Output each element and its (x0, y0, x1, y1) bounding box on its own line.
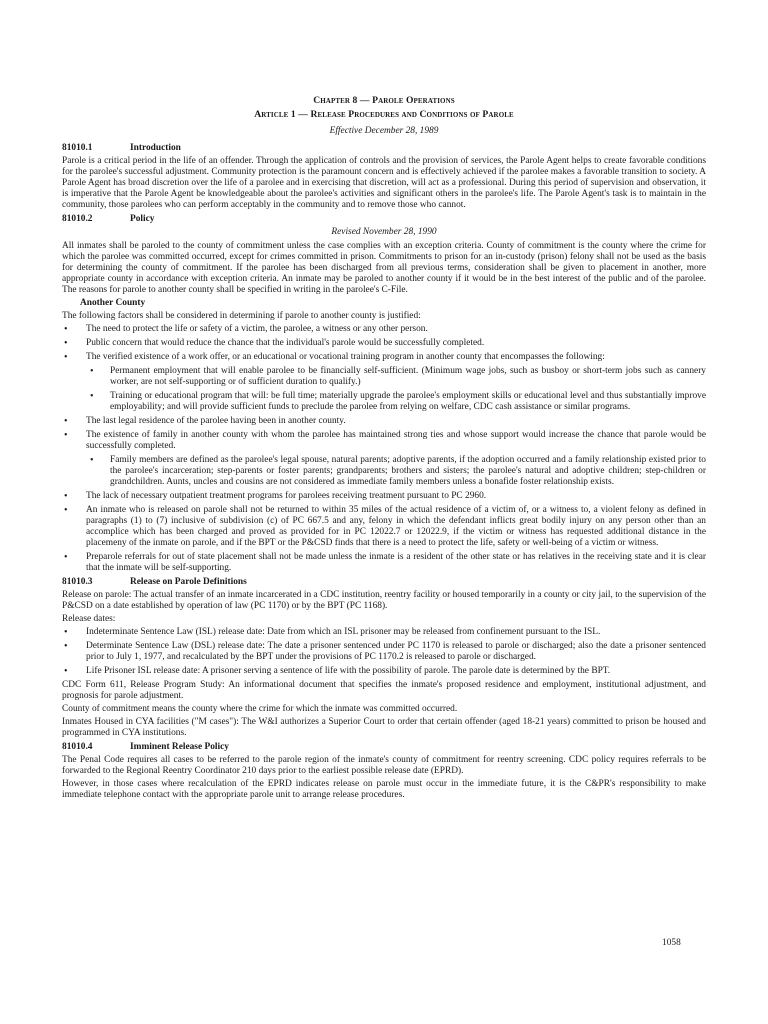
introduction-paragraph: Parole is a critical period in the life of an offender. Through the application of controls and the provision of services, the Parole Agent helps to create favorable conditions for the parolee's successful adjustment. Community protection is the paramount concern and is effectively achieved if the parolee makes a favorable transition to society. A Parole Agent has broad discretion over the life of a parolee and in exercising that discretion, will act as a professional. During this period of supervision and observation, it is imperative that the Parole Agent be knowledgeable about the parolee's activities and significant others in the parolee's life. The Parole Agent's task is to maintain in the community, those parolees who can perform acceptably in the community and to remove those who cannot. (62, 156, 706, 210)
imminent-release-paragraph-1: The Penal Code requires all cases to be referred to the parole region of the inmate's county of commitment for reentry screening. CDC policy requires referrals to be forwarded to the Regional Reentry Coordinator 210 days prior to the earliest possible release date (EPRD). (62, 755, 706, 776)
list-item (62, 641, 706, 663)
list-item-text: The last legal residence of the parolee having been in another county. (86, 416, 346, 426)
policy-paragraph: All inmates shall be paroled to the county of commitment unless the case complies with an exception criteria. County of commitment is the county where the crime for which the parolee was committed occurred, except for crimes committed in prison. Commitments to prison for an in-custody (prison) felony shall not be used as the basis for determining the county of commitment. If the parolee has been discharged from all previous terms, consideration shall be given to placement in another, more appropriate county in accordance with exception criteria. An inmate may be paroled to another county if it would be in the best interest of the public and of the parolee. The reasons for parole to another county shall be specified in writing in the parolee's C-File. (62, 241, 706, 295)
release-dates-list (62, 627, 706, 677)
imminent-release-paragraph-2: However, in those cases where recalculation of the EPRD indicates release on parole must occur in the immediate future, it is the C&PR's responsibility to make immediate telephone contact with the appropriate parole unit to arrange release procedures. (62, 779, 706, 800)
section-heading-81010-1 (62, 143, 706, 154)
list-item-text: Training or educational program that will: be full time; materially upgrade the parolee's employment skills or educational level and thus substantially improve employability; and will provide sufficient funds to preclude the parolee from relying on welfare, CDC cash assistance or similar programs. (110, 391, 706, 412)
list-item-text: Public concern that would reduce the chance that the individual's parole would be successfully completed. (86, 338, 485, 348)
section-number: 81010.4 (62, 742, 93, 752)
section-number: 81010.1 (62, 143, 93, 153)
list-item (62, 324, 706, 335)
section-number: 81010.3 (62, 577, 93, 587)
list-item-text: The verified existence of a work offer, or an educational or vocational training program in another county that encompasses the following: (86, 352, 605, 362)
family-sublist (86, 455, 706, 488)
section-heading-81010-2 (62, 214, 706, 225)
section-title: Release on Parole Definitions (130, 577, 247, 587)
chapter-heading: Chapter 8 — Parole Operations (313, 95, 455, 106)
list-item (62, 430, 706, 488)
section-heading-81010-4 (62, 742, 706, 753)
list-item-text: Life Prisoner ISL release date: A prisoner serving a sentence of life with the possibility of parole. The parole date is determined by the BPT. (86, 666, 611, 676)
cdc-form-definition: CDC Form 611, Release Program Study: An informational document that specifies the inmate's proposed residence and employment, institutional adjustment, and prognosis for parole adjustment. (62, 680, 706, 701)
another-county-heading: Another County (80, 298, 146, 308)
list-item (62, 505, 706, 549)
list-item-text: The need to protect the life or safety of a victim, the parolee, a witness or any other person. (86, 324, 428, 334)
sub-list-item (86, 391, 706, 413)
another-county-factors-list (62, 324, 706, 574)
list-item (62, 552, 706, 574)
sub-list-item (86, 366, 706, 388)
list-item (62, 627, 706, 638)
list-item-text: Determinate Sentence Law (DSL) release date: The date a prisoner sentenced under PC 1170 is released to parole or discharged; also the date a prisoner sentenced prior to July 1, 1977, and recalculated by the BPT under the provisions of PC 1170.2 is released to parole or discharged. (86, 641, 706, 662)
list-item-text: Family members are defined as the parolee's legal spouse, natural parents; adoptive parents, if the adoption occurred and a family relationship existed prior to the parolee's incarceration; step-parents or foster parents; grandparents; brothers and sisters; the parolee's natural and adoptive children; step-children or grandchildren. Aunts, uncles and cousins are not considered as immediate family members unless a bonafide foster relationship exists. (110, 455, 706, 487)
list-item (62, 491, 706, 502)
another-county-intro: The following factors shall be considered in determining if parole to another county is justified: (62, 311, 421, 321)
release-dates-label: Release dates: (62, 614, 116, 624)
section-heading-81010-3 (62, 577, 706, 588)
county-of-commitment-definition: County of commitment means the county where the crime for which the inmate was committed occurred. (62, 704, 458, 714)
list-item-text: An inmate who is released on parole shall not be returned to within 35 miles of the actual residence of a victim of, or a witness to, a violent felony as defined in paragraphs (1) to (7) inclusive of subdivision (c) of PC 667.5 and any, felony in which the defendant inflicts great bodily injury on any person other than an accomplice which has been charged and proved as provided for in PC 12022.7 or 12022.9, if the victim or witness has requested additional distance in the placemeny of the inmate on parole, and if the BPT or the P&CSD finds that there is a need to protect the life, safety or well-being of a victim or witness. (86, 505, 706, 548)
page-number: 1058 (662, 938, 681, 948)
effective-date: Effective December 28, 1989 (329, 126, 439, 136)
list-item-text: The existence of family in another county with whom the parolee has maintained strong ties and whose support would increase the chance that parole would be successfully completed. (86, 430, 706, 451)
cya-definition: Inmates Housed in CYA facilities ("M cases"): The W&I authorizes a Superior Court to order that certain offender (aged 18-21 years) committed to prison be housed and programmed in CYA institutions. (62, 717, 706, 738)
list-item (62, 416, 706, 427)
section-title: Introduction (130, 143, 181, 153)
list-item (62, 666, 706, 677)
list-item (62, 352, 706, 413)
list-item-text: Indeterminate Sentence Law (ISL) release date: Date from which an ISL prisoner may be released from confinement pursuant to the ISL. (86, 627, 601, 637)
revised-date: Revised November 28, 1990 (331, 227, 437, 237)
sub-list-item (86, 455, 706, 488)
release-on-parole-definition: Release on parole: The actual transfer of an inmate incarcerated in a CDC institution, reentry facility or housed temporarily in a county or city jail, to the supervision of the P&CSD on a date established by operation of law (PC 1170) or by the BPT (PC 1168). (62, 590, 706, 611)
section-number: 81010.2 (62, 214, 93, 224)
work-offer-sublist (86, 366, 706, 413)
section-title: Policy (130, 214, 155, 224)
list-item-text: The lack of necessary outpatient treatment programs for parolees receiving treatment pursuant to PC 2960. (86, 491, 487, 501)
document-page (62, 95, 706, 803)
section-title: Imminent Release Policy (130, 742, 229, 752)
list-item-text: Permanent employment that will enable parolee to be financially self-sufficient. (Minimum wage jobs, such as busboy or short-term jobs such as cannery worker, are not self-supporting or of sufficient duration to qualify.) (110, 366, 706, 387)
list-item-text: Preparole referrals for out of state placement shall not be made unless the inmate is a resident of the other state or has relatives in the receiving state and it is clear that the inmate will be self-supporting. (86, 552, 706, 573)
article-heading: Article 1 — Release Procedures and Conditions of Parole (254, 109, 514, 120)
list-item (62, 338, 706, 349)
